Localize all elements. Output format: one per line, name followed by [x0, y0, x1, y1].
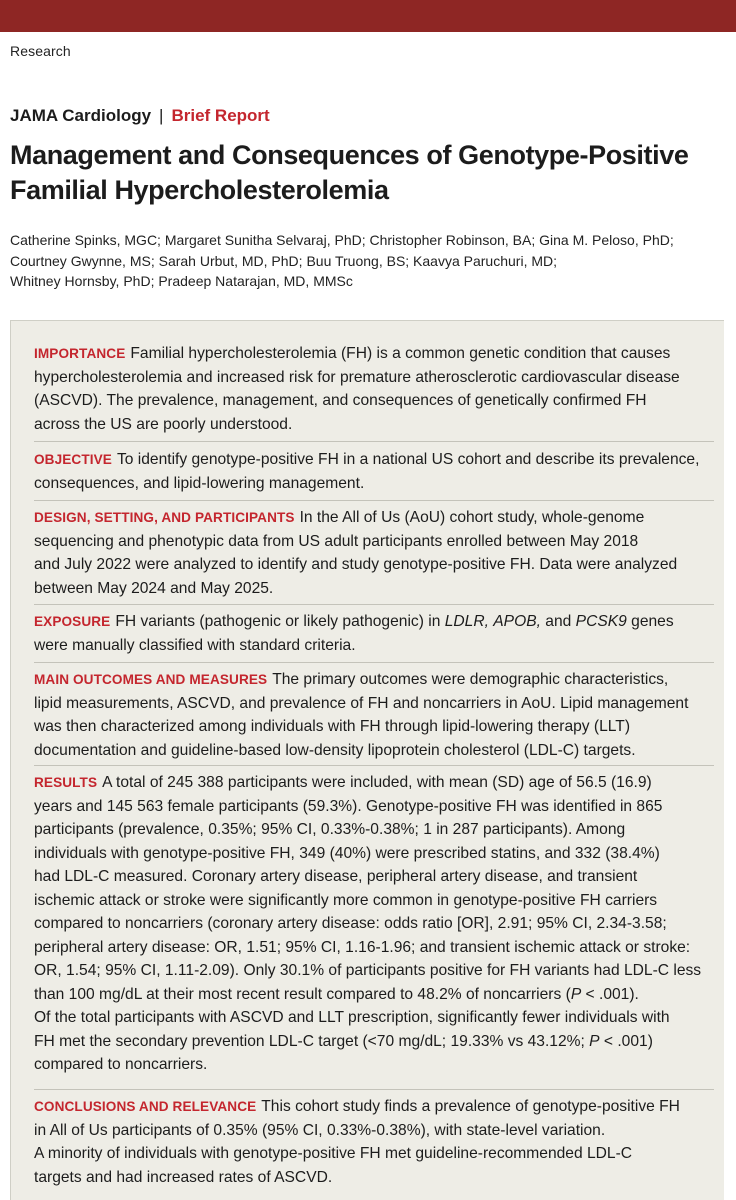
section-divider [34, 662, 714, 663]
author-list [10, 230, 710, 292]
abstract-line: A total of 245 388 participants were included, with mean (SD) age of 56.5 (16.9) [102, 774, 652, 791]
abstract-line: were manually classified with standard criteria. [34, 636, 356, 654]
abstract-line: Of the total participants with ASCVD and LLT prescription, significantly fewer individuals with [34, 1009, 670, 1026]
abstract-line: lipid measurements, ASCVD, and prevalence of FH and noncarriers in AoU. Lipid management [34, 694, 689, 712]
abstract-line: ischemic attack or stroke were significantly more common in genotype-positive FH carriers [34, 891, 658, 909]
abstract-text: than 100 mg/dL at their most recent result compared to 48.2% of noncarriers ( [34, 985, 571, 1003]
gene-pcsk9: PCSK9 [575, 613, 627, 630]
abstract-text: FH met the secondary prevention LDL-C target (<70 mg/dL; 19.33% vs 43.12%; [34, 1032, 590, 1050]
abstract-conclusions [34, 1095, 714, 1189]
abstract-line: sequencing and phenotypic data from US adult participants enrolled between May 2018 [34, 532, 639, 550]
section-divider [34, 765, 714, 766]
article-title: Management and Consequences of Genotype-Positive Familial Hypercholesterolemia [10, 140, 689, 205]
outcomes-heading: MAIN OUTCOMES AND MEASURES [34, 672, 268, 687]
abstract-line: participants (prevalence, 0.35%; 95% CI, 0.33%-0.38%; 1 in 287 participants). Among [34, 821, 626, 838]
abstract-importance [34, 342, 714, 436]
abstract-line: hypercholesterolemia and increased risk for premature atherosclerotic cardiovascular disease [34, 368, 680, 386]
results-heading: RESULTS [34, 775, 98, 790]
journal-color-bar [0, 0, 736, 32]
section-label: Research [10, 43, 71, 59]
abstract-line: This cohort study finds a prevalence of genotype-positive FH [261, 1098, 680, 1115]
abstract-line: was then characterized among individuals with FH through lipid-lowering therapy (LLT) [34, 718, 631, 735]
abstract-line: (ASCVD). The prevalence, management, and consequences of genetically confirmed FH [34, 392, 647, 409]
abstract-text: genes [631, 613, 674, 630]
abstract-line: between May 2024 and May 2025. [34, 579, 274, 597]
abstract-text: < .001) [599, 1032, 653, 1050]
abstract-line: had LDL-C measured. Coronary artery disease, peripheral artery disease, and transient [34, 868, 638, 885]
abstract-text: < .001). [581, 985, 639, 1003]
design-heading: DESIGN, SETTING, AND PARTICIPANTS [34, 510, 295, 525]
journal-separator: | [159, 106, 164, 125]
abstract-line: compared to noncarriers (coronary artery disease: odds ratio [OR], 2.91; 95% CI, 2.34-3.58; [34, 915, 667, 932]
abstract-line [34, 1030, 714, 1054]
abstract-line: consequences, and lipid-lowering management. [34, 474, 365, 492]
abstract-line: FH variants (pathogenic or likely pathogenic) in [115, 613, 441, 630]
author-line: Courtney Gwynne, MS; Sarah Urbut, MD, PhD; Buu Truong, BS; Kaavya Paruchuri, MD; [10, 252, 558, 269]
section-divider [34, 1089, 714, 1090]
abstract-box [10, 320, 724, 1200]
abstract-line: in All of Us participants of 0.35% (95% CI, 0.33%-0.38%), with state-level variation. [34, 1121, 606, 1139]
abstract-line: documentation and guideline-based low-density lipoprotein cholesterol (LDL-C) targets. [34, 741, 636, 759]
importance-heading: IMPORTANCE [34, 346, 126, 361]
conclusions-heading: CONCLUSIONS AND RELEVANCE [34, 1099, 257, 1114]
abstract-line: targets and had increased rates of ASCVD. [34, 1168, 333, 1186]
article-type: Brief Report [171, 106, 270, 125]
objective-heading: OBJECTIVE [34, 452, 112, 467]
abstract-line: compared to noncarriers. [34, 1056, 208, 1073]
abstract-exposure [34, 610, 714, 657]
journal-name[interactable]: JAMA Cardiology [10, 106, 152, 125]
abstract-line: across the US are poorly understood. [34, 415, 293, 433]
abstract-objective [34, 448, 714, 495]
section-divider [34, 500, 714, 501]
abstract-line: OR, 1.54; 95% CI, 1.11-2.09). Only 30.1% of participants positive for FH variants had LDL-C less [34, 962, 702, 979]
abstract-line: Familial hypercholesterolemia (FH) is a common genetic condition that causes [130, 345, 671, 362]
abstract-line: To identify genotype-positive FH in a national US cohort and describe its prevalence, [116, 451, 700, 468]
conjunction: and [545, 613, 572, 630]
abstract-line: years and 145 563 female participants (59.3%). Genotype-positive FH was identified in 865 [34, 797, 663, 815]
abstract-design [34, 506, 714, 600]
section-divider [34, 441, 714, 442]
p-symbol: P [589, 1032, 600, 1050]
section-divider [34, 604, 714, 605]
p-symbol: P [570, 985, 582, 1003]
author-line: Whitney Hornsby, PhD; Pradeep Natarajan, MD, MMSc [10, 273, 353, 289]
abstract-line: and July 2022 were analyzed to identify and study genotype-positive FH. Data were analyzed [34, 556, 678, 573]
abstract-outcomes [34, 668, 714, 762]
author-line: Catherine Spinks, MGC; Margaret Sunitha Selvaraj, PhD; Christopher Robinson, BA; Gina M. Peloso, PhD; [10, 232, 674, 248]
exposure-heading: EXPOSURE [34, 614, 111, 629]
abstract-line: The primary outcomes were demographic characteristics, [272, 671, 669, 688]
abstract-line [34, 983, 714, 1007]
journal-line [10, 106, 270, 126]
abstract-line: In the All of Us (AoU) cohort study, whole-genome [299, 509, 645, 526]
abstract-results [34, 771, 714, 1077]
abstract-line: peripheral artery disease: OR, 1.51; 95% CI, 1.16-1.96; and transient ischemic attack or stroke: [34, 938, 691, 956]
abstract-line: A minority of individuals with genotype-positive FH met guideline-recommended LDL-C [34, 1145, 633, 1162]
gene-apob: APOB, [493, 613, 541, 630]
gene-ldlr: LDLR, [444, 613, 489, 630]
abstract-line: individuals with genotype-positive FH, 349 (40%) were prescribed statins, and 332 (38.4%) [34, 844, 660, 862]
